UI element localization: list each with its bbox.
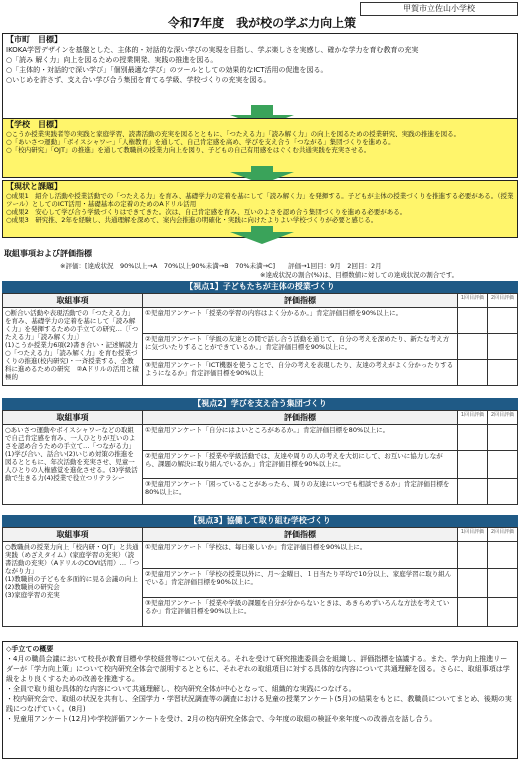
col-eval1-header: 1回目評価 <box>458 411 488 425</box>
indicator-cell: ③児童用アンケート「ICT機器を使うことで、自分の考えを表現したり、友達の考えがよく分かったりするようになるか」肯定評価目標を90%以上 <box>143 360 458 386</box>
notes-heading: ◇手立ての概要 <box>6 645 54 653</box>
notes-line: ・全員で取り組む具体的な内容について共通理解し、校内研究全体が中心となって、組織的な実践につなげる。 <box>6 685 356 693</box>
eval1-cell[interactable] <box>458 334 488 360</box>
section-viewpoint-2 <box>2 398 518 505</box>
items-cell: ○断合い活動や表現活動での「つたえる力」を育み、基礎学力の定着を基にして「読み解く力」を発揮するための手立ての研究…〔「つたえる力」「読み解く力」〕 (1)こうか授業力6項(2)書き合い・記述解読力 ○「つたえる力」「読み解く力」を育む授業づくりの推進(校内研究)・一斉授業する、全教科に進めるための研究 ②Aドリルの活用と積極的 <box>3 308 143 386</box>
col-eval1-header: 1回目評価 <box>458 528 488 542</box>
indicator-cell: ③児童用アンケート「授業や学級の課題を自分が分からないときは、あきらめずいろんな方法を考えているか」肯定評価目標を90%以上に。 <box>143 597 458 626</box>
issue-line: ○成果2 安心して学び合う学級づくりはできてきた。次は、自己肯定感を育み、互いのよさを認め合う集団づくりを進める必要がある。 <box>6 208 407 216</box>
issue-line: ○成果1 紹介し活動や授業活動での「つたえる力」を育み、基礎学力の定着を基にして「読み解く力」を発揮する。子どもが主体の授業づくりを推進する必要がある。（授業ツール）としてのICT活用・基礎基本の定着のためのAドリル活用 <box>6 192 514 208</box>
items-cell: ○教職員の授業力向上「校内研・OJT」と共通実践（めざえタイム）(家庭学習の充実）（読書活動の充実）（AドリルのCOVI活用）…「つながり力」 (1)教職員の子どもを多面的に見る会議の向上 (2)教職員の研究会 (3)家庭学習の充実 <box>3 542 143 627</box>
eval2-cell[interactable] <box>488 451 518 479</box>
city-goal-line: ○「読み 解く力」向上を図るための授業開発、実践の推進を図る。 <box>6 56 218 64</box>
col-items-header: 取組事項 <box>3 411 143 425</box>
eval1-cell[interactable] <box>458 542 488 569</box>
procedure-notes-box <box>2 641 518 759</box>
eval2-cell[interactable] <box>488 542 518 569</box>
section-table <box>2 527 518 627</box>
eval1-cell[interactable] <box>458 568 488 597</box>
school-goal-line: ○「校内研究」「OJT」の推進」を通して教職員の授業力向上を図り、子どもの自己有用感をはぐくむ共通実践を充実させる。 <box>6 146 371 154</box>
city-goal-heading: 【市町 目標】 <box>6 35 62 44</box>
evaluation-legend: ※評価：[達成状況 90%以上→A 70%以上90%未満→B 70%未満→C] 評価→1回目：9月 2回目：2月 <box>60 262 382 270</box>
eval1-cell[interactable] <box>458 597 488 626</box>
eval2-cell[interactable] <box>488 425 518 451</box>
items-cell: ○あいさつ運動やボイスシャワーなどの取組で自己肯定感を育み、一人ひとりが互いのよさを認め合うための手立て…「つながる力」 (1)学び合い、話合い(2)いじめ対策の推進を図るとともに、年次活動を充実させ、児童一人ひとりの人権感覚を進化させる。(3)学級活動で生きる力(4)授業で役立つリテラシー <box>3 425 143 505</box>
indicator-cell: ①児童用アンケート「学校は、毎日楽しいか」肯定評価目標を90%以上に。 <box>143 542 458 569</box>
school-goal-line: ○「あいさつ運動」「ボイスシャワー」「人権教育」を通して、自己肯定感を高め、学びを支え合う「つながる」集団づくりを進める。 <box>6 138 395 146</box>
col-eval2-header: 2回目評価 <box>488 411 518 425</box>
section-viewpoint-1 <box>2 281 518 386</box>
col-index-header: 評価指標 <box>143 411 458 425</box>
col-items-header: 取組事項 <box>3 528 143 542</box>
notes-line: ・4月の職員会議において校長が教育目標や学校経営等について伝える。それを受けて研究推進委員会を組織し、評価指標を協議する。また、学力向上推進リーダーが「学力向上策」について校内研究全体会で説明するとともに、それぞれの取組項目に対する具体的な内容について共通理解を図る。さらに、取組事項は学級をより良くするための改善を推進する。 <box>6 655 510 683</box>
section-table <box>2 410 518 505</box>
school-goal-heading: 【学校 目標】 <box>6 120 62 129</box>
issue-line: ○成果3 研究推、2年を経験し、共通理解を深めて、案内会推進の明確化・実践に向けたよりよい学校づくりが必要と感じる。 <box>6 216 378 224</box>
col-items-header: 取組事項 <box>3 294 143 308</box>
eval2-cell[interactable] <box>488 597 518 626</box>
eval1-cell[interactable] <box>458 479 488 505</box>
col-eval2-header: 2回目評価 <box>488 528 518 542</box>
eval2-cell[interactable] <box>488 568 518 597</box>
section-title: 【視点2】学びを支え合う集団づくり <box>2 398 518 410</box>
indicator-cell: ②児童用アンケート「学級の友達との間で話し合う活動を通じて、自分の考えを深めたり、新たな考え方に気づいたりすることができているか。」肯定評価目標を90%以上に。 <box>143 334 458 360</box>
section-title: 【視点1】子どもたちが主体の授業づくり <box>2 281 518 293</box>
indicator-cell: ①児童用アンケート「授業の学習の内容はよく分かるか。」肯定評価目標を90%以上に。 <box>143 308 458 334</box>
page-title: 令和7年度 我が校の学ぶ力向上策 <box>167 16 357 30</box>
flow-arrow-icon <box>230 232 294 244</box>
issues-heading: 【現状と課題】 <box>6 182 62 191</box>
indicator-cell: ②児童用アンケート「学校の授業以外に、月～金曜日、１日当たり平均で10分以上、家庭学習に取り組んでいる」肯定評価目標を90%以上に。 <box>143 568 458 597</box>
col-index-header: 評価指標 <box>143 528 458 542</box>
city-goal-line: ○いじめを許さず、支え合い学び合う集団を育てる学級、学校づくりの充実を図る。 <box>6 76 271 84</box>
eval1-cell[interactable] <box>458 360 488 386</box>
school-goal-line: ○こうか授業実践者等の実践と家庭学習、読書活動の充実を図るとともに、「つたえる力」「読み解く力」の向上を図るための授業研究、実践の推進を図る。 <box>6 130 461 138</box>
city-goal-line: ○「主体的・対話的で深い学び」「個別最適な学び」のツールとしての効果的なICT活用の促進を図る。 <box>6 66 328 74</box>
col-eval1-header: 1回目評価 <box>458 294 488 308</box>
evaluation-legend-note: ※達成状況の割合(%)は、目標数値に対しての達成状況の割合です。 <box>260 271 459 279</box>
notes-line: ・児童用アンケート(12月)や学校評価アンケートを受け、2月の校内研究全体会で、今年度の取組の検証や来年度への改善点を話し合う。 <box>6 715 437 723</box>
section-title: 【視点3】協働して取り組む学校づくり <box>2 515 518 527</box>
school-name: 甲賀市立佐山小学校 <box>360 2 518 16</box>
eval2-cell[interactable] <box>488 308 518 334</box>
indicator-cell: ②児童用アンケート「授業や学級活動では、友達や周りの人の考えを大切にして、お互いに協力しながら、課題の解決に取り組んでいるか。」肯定評価目標を90%以上に。 <box>143 451 458 479</box>
eval2-cell[interactable] <box>488 334 518 360</box>
items-title: 取組事項および評価指標 <box>4 249 92 258</box>
notes-line: ・校内研究会で、取組の状況を共有し、全国学力・学習状況調査等の調査における児童の授業アンケート(5月)の結果をもとに、教職員についてまとめ、後期の実践につなげていく。(8月) <box>6 695 512 713</box>
indicator-cell: ①児童用アンケート「自分にはよいところがあるか。」肯定評価目標を80%以上に。 <box>143 425 458 451</box>
eval1-cell[interactable] <box>458 308 488 334</box>
indicator-cell: ③児童用アンケート「困っていることがあったら、周りの友達にいつでも相談できるか」肯定評価目標を80%以上に。 <box>143 479 458 505</box>
section-table <box>2 293 518 386</box>
section-viewpoint-3 <box>2 515 518 627</box>
eval1-cell[interactable] <box>458 425 488 451</box>
col-eval2-header: 2回目評価 <box>488 294 518 308</box>
eval2-cell[interactable] <box>488 479 518 505</box>
flow-arrow-stem <box>251 105 273 115</box>
eval1-cell[interactable] <box>458 451 488 479</box>
city-goal-line: IKOKA学習デザインを基盤とした、主体的・対話的な深い学びの実現を目指し、学ぶ楽しさを実感し、確かな学力を育む教育の充実 <box>6 46 419 54</box>
col-index-header: 評価指標 <box>143 294 458 308</box>
eval2-cell[interactable] <box>488 360 518 386</box>
